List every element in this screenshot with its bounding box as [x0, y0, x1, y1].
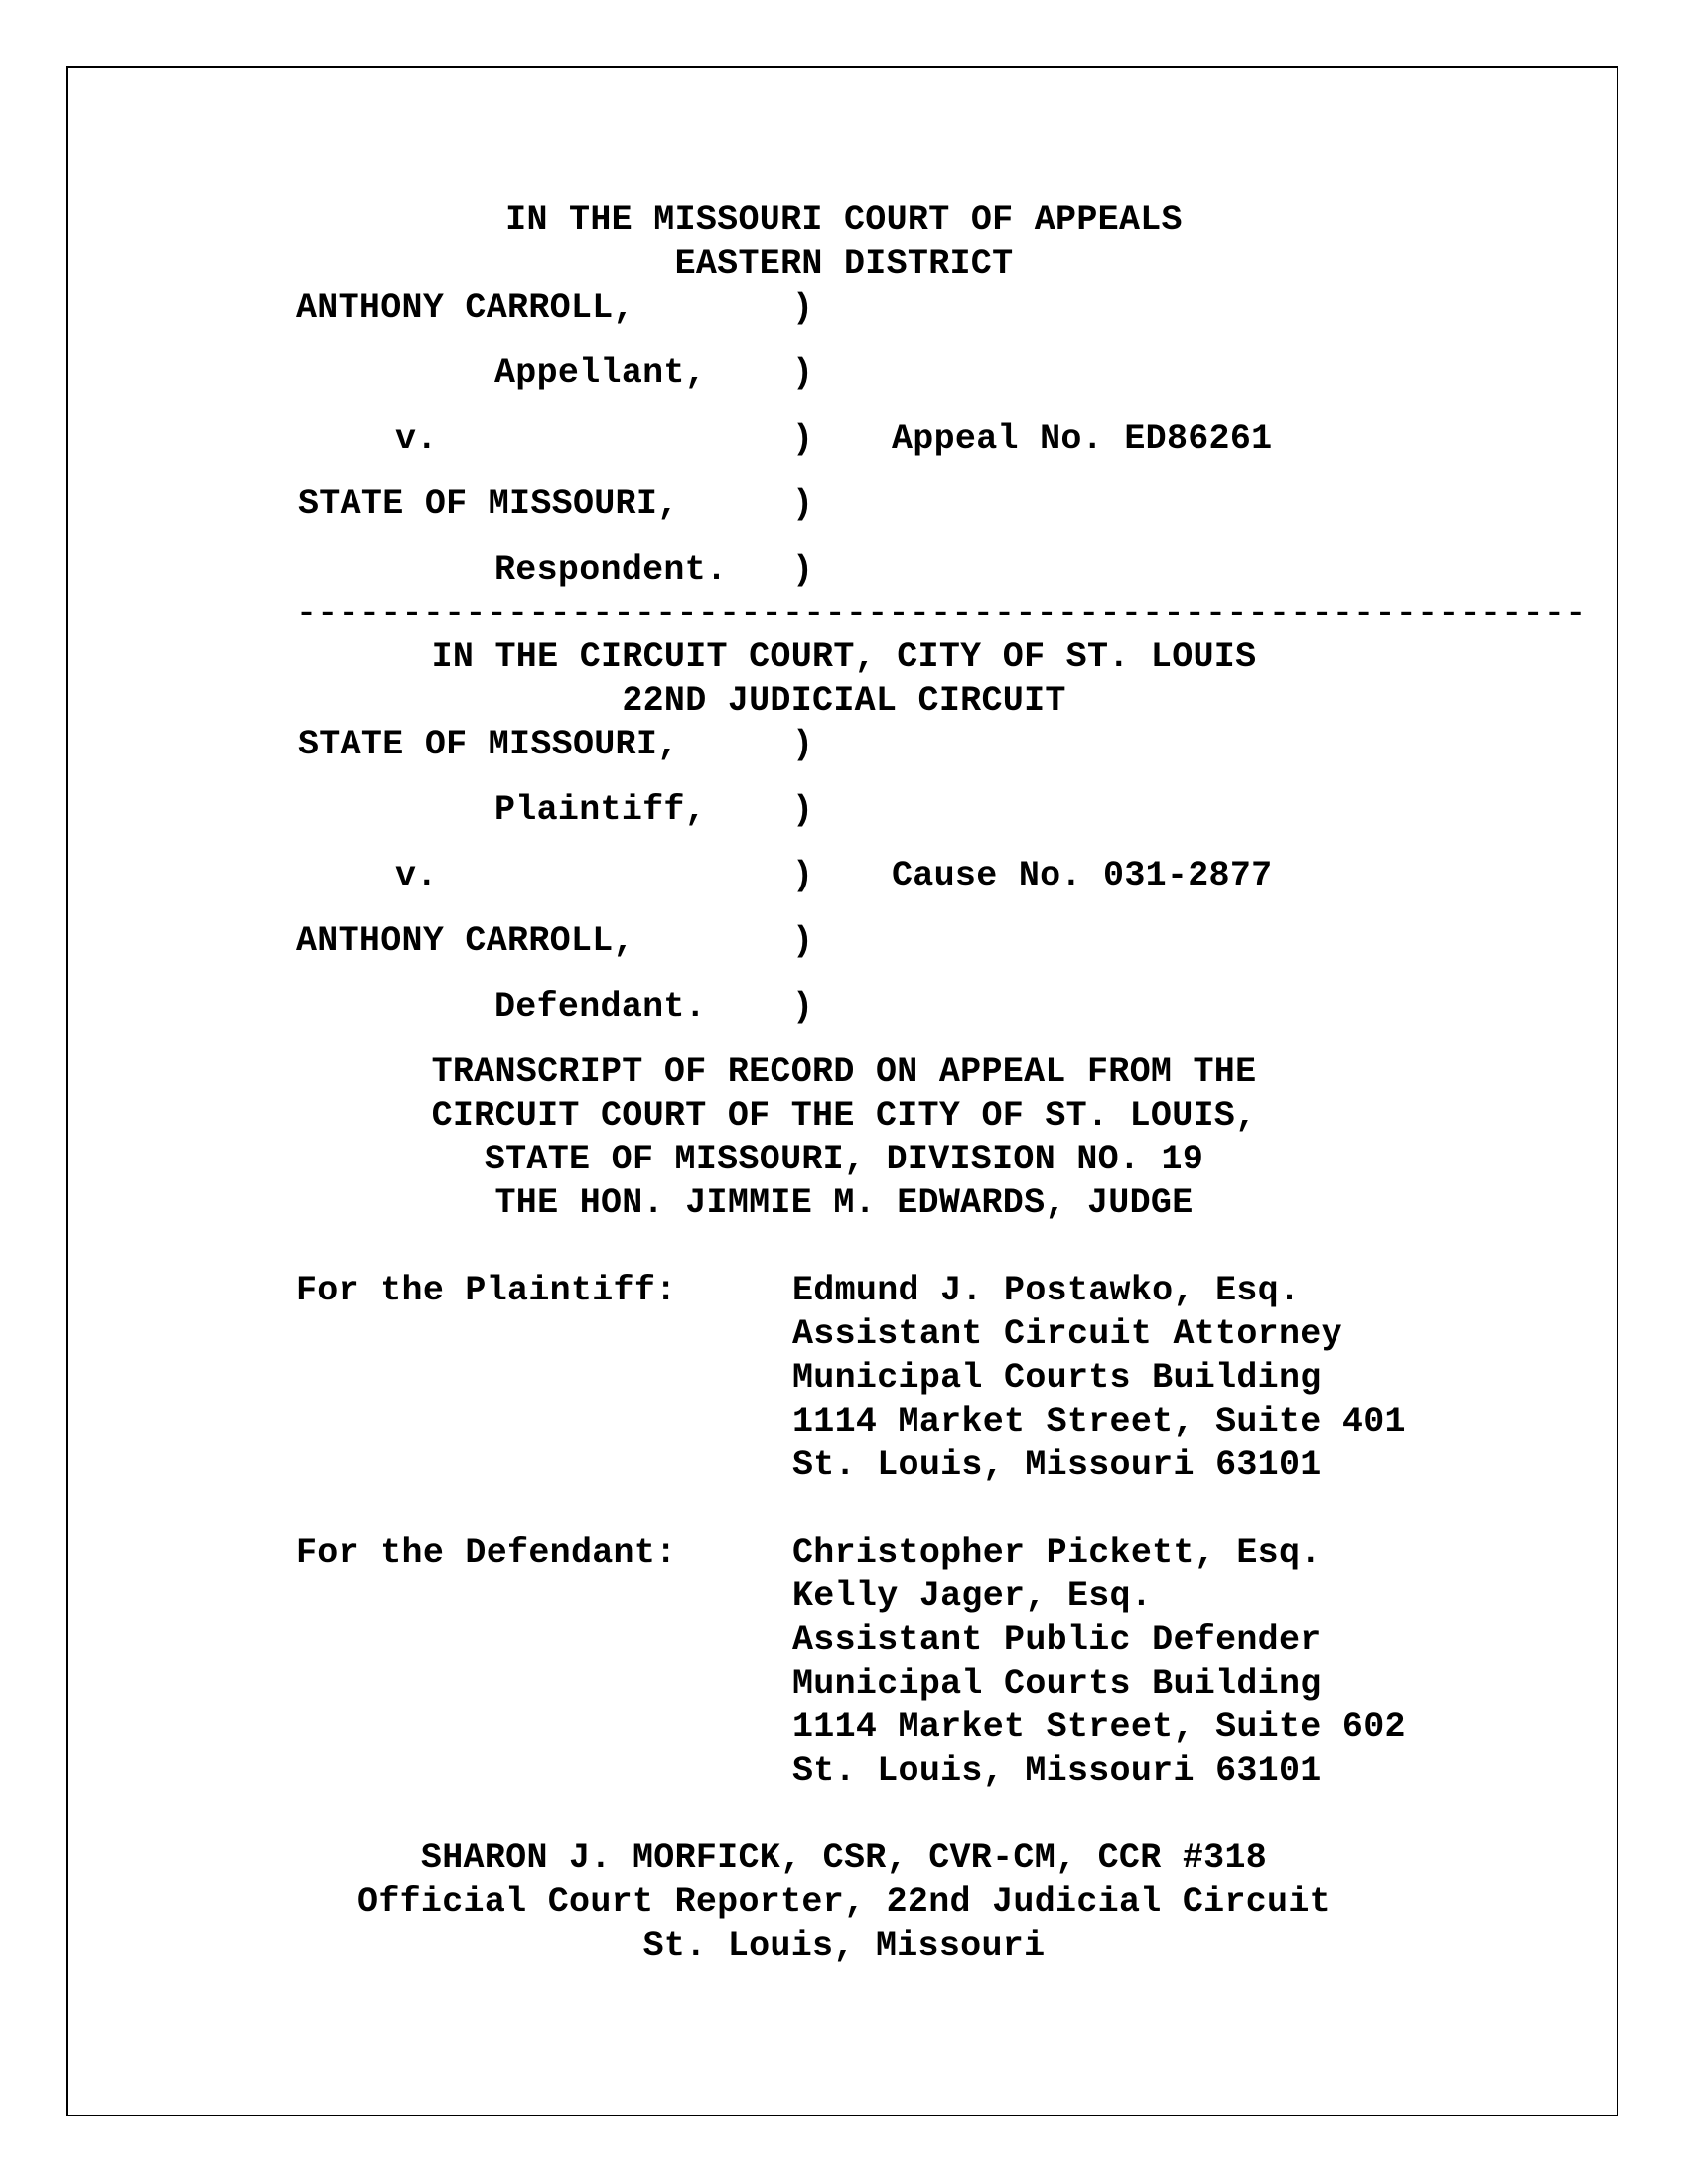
court-reporter-name: SHARON J. MORFICK, CSR, CVR-CM, CCR #318	[420, 1839, 1268, 1878]
plaintiff-counsel-line: Assistant Circuit Attorney	[792, 1314, 1342, 1354]
cause-number: Cause No. 031-2877	[892, 856, 1273, 895]
plaintiff-counsel-line: Municipal Courts Building	[792, 1358, 1322, 1398]
transcript-title-line: THE HON. JIMMIE M. EDWARDS, JUDGE	[494, 1183, 1194, 1223]
versus-label: v.	[395, 419, 438, 459]
court-reporter-title: Official Court Reporter, 22nd Judicial Circuit	[357, 1882, 1331, 1922]
caption-bracket: )	[792, 550, 814, 590]
respondent-role: Respondent.	[494, 550, 728, 590]
defendant-counsel-line: Christopher Pickett, Esq.	[792, 1533, 1322, 1572]
caption-bracket: )	[792, 419, 814, 459]
appeals-district-heading: EASTERN DISTRICT	[674, 244, 1014, 284]
caption-bracket: )	[792, 790, 814, 830]
respondent-name: STATE OF MISSOURI,	[298, 484, 679, 524]
plaintiff-counsel-label: For the Plaintiff:	[296, 1271, 677, 1310]
plaintiff-name: STATE OF MISSOURI,	[298, 725, 679, 764]
caption-bracket: )	[792, 987, 814, 1026]
caption-bracket: )	[792, 921, 814, 961]
section-divider: -------------------------------------------------------------	[296, 594, 1587, 633]
plaintiff-counsel-line: 1114 Market Street, Suite 401	[792, 1402, 1406, 1441]
transcript-title-line: CIRCUIT COURT OF THE CITY OF ST. LOUIS,	[431, 1096, 1257, 1136]
caption-bracket: )	[792, 856, 814, 895]
caption-bracket: )	[792, 288, 814, 328]
plaintiff-counsel-line: St. Louis, Missouri 63101	[792, 1445, 1322, 1485]
court-reporter-location: St. Louis, Missouri	[642, 1926, 1046, 1966]
defendant-role: Defendant.	[494, 987, 707, 1026]
appellant-name: ANTHONY CARROLL,	[296, 288, 634, 328]
defendant-counsel-line: Kelly Jager, Esq.	[792, 1576, 1153, 1616]
defendant-counsel-line: Assistant Public Defender	[792, 1620, 1322, 1660]
appellant-role: Appellant,	[494, 353, 707, 393]
transcript-title-line: STATE OF MISSOURI, DIVISION NO. 19	[484, 1140, 1204, 1179]
defendant-counsel-line: St. Louis, Missouri 63101	[792, 1751, 1322, 1791]
defendant-counsel-line: 1114 Market Street, Suite 602	[792, 1707, 1406, 1747]
plaintiff-role: Plaintiff,	[494, 790, 707, 830]
caption-bracket: )	[792, 725, 814, 764]
caption-bracket: )	[792, 353, 814, 393]
circuit-number-heading: 22ND JUDICIAL CIRCUIT	[622, 681, 1066, 721]
defendant-counsel-line: Municipal Courts Building	[792, 1664, 1322, 1704]
appeals-court-heading: IN THE MISSOURI COURT OF APPEALS	[505, 201, 1183, 240]
circuit-court-heading: IN THE CIRCUIT COURT, CITY OF ST. LOUIS	[431, 637, 1257, 677]
appeal-number: Appeal No. ED86261	[892, 419, 1273, 459]
transcript-title-line: TRANSCRIPT OF RECORD ON APPEAL FROM THE	[431, 1052, 1257, 1092]
versus-label: v.	[395, 856, 438, 895]
defendant-name: ANTHONY CARROLL,	[296, 921, 634, 961]
plaintiff-counsel-line: Edmund J. Postawko, Esq.	[792, 1271, 1301, 1310]
defendant-counsel-label: For the Defendant:	[296, 1533, 677, 1572]
caption-bracket: )	[792, 484, 814, 524]
